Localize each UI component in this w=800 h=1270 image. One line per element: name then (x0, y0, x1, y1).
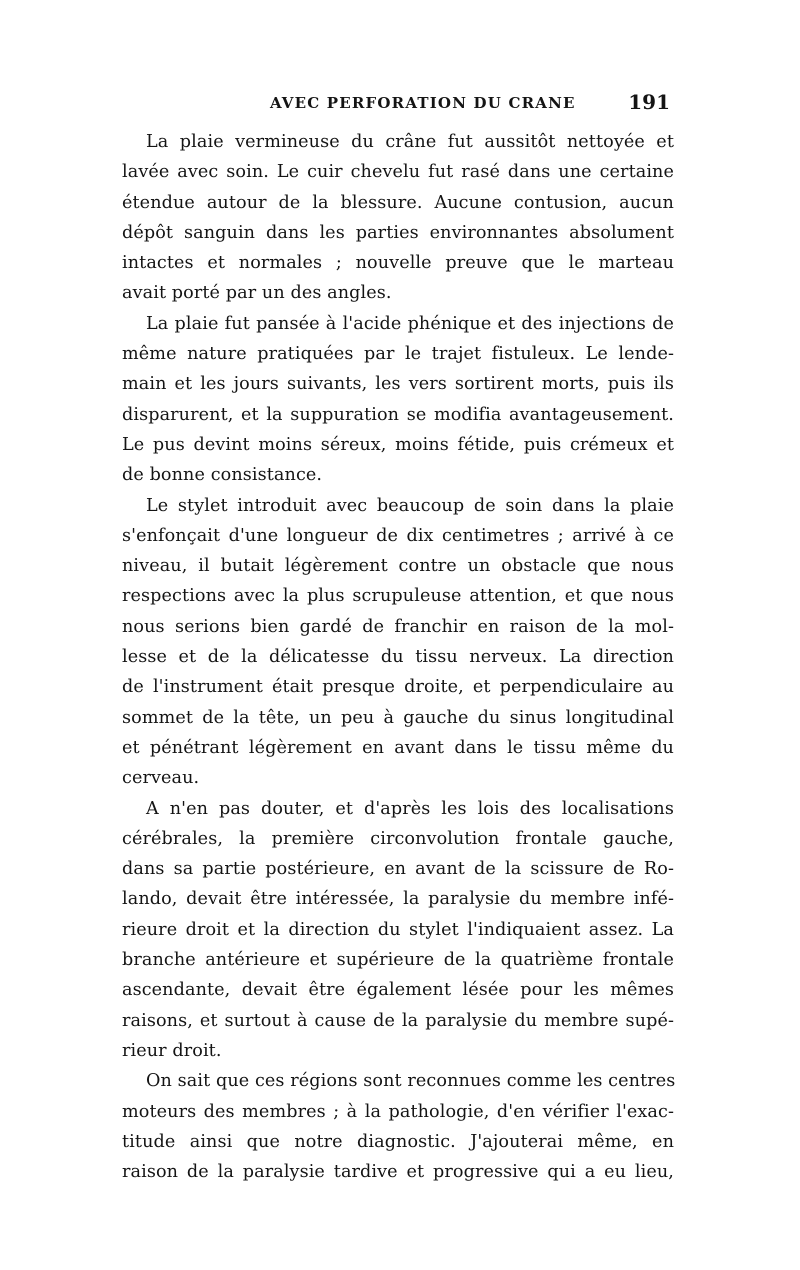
text-line: rieure droit et la direction du stylet l'indiquaient assez. La (122, 919, 674, 940)
text-line: avait porté par un des angles. (122, 283, 392, 304)
running-title: AVEC PERFORATION DU CRANE (270, 94, 576, 112)
page-number: 191 (628, 90, 670, 114)
text-line: A n'en pas douter, et d'après les lois des localisations (146, 798, 674, 819)
text-line: nous serions bien gardé de franchir en raison de la mol- (122, 616, 674, 637)
text-line: raisons, et surtout à cause de la paralysie du membre supé- (122, 1010, 674, 1031)
text-line: lesse et de la délicatesse du tissu nerveux. La direction (122, 647, 674, 668)
text-line: lando, devait être intéressée, la paralysie du membre infé- (122, 889, 674, 910)
text-line: niveau, il butait légèrement contre un obstacle que nous (122, 556, 674, 577)
text-line: Le stylet introduit avec beaucoup de soin dans la plaie (146, 495, 674, 516)
running-head (122, 92, 672, 118)
text-line: main et les jours suivants, les vers sortirent morts, puis ils (122, 374, 674, 395)
text-line: respections avec la plus scrupuleuse attention, et que nous (122, 586, 674, 607)
text-line: de l'instrument était presque droite, et perpendiculaire au (122, 677, 674, 698)
text-line: lavée avec soin. Le cuir chevelu fut rasé dans une certaine (122, 162, 674, 183)
paragraph (122, 127, 674, 309)
text-line: La plaie fut pansée à l'acide phénique et des injections de (146, 313, 674, 334)
paragraph (122, 1066, 674, 1187)
paragraph (122, 794, 674, 1067)
text-line: moteurs des membres ; à la pathologie, d'en vérifier l'exac- (122, 1101, 674, 1122)
text-line: dépôt sanguin dans les parties environnantes absolument (122, 222, 674, 243)
text-line: titude ainsi que notre diagnostic. J'ajouterai même, en (122, 1131, 674, 1152)
text-line: s'enfonçait d'une longueur de dix centimetres ; arrivé à ce (122, 525, 674, 546)
text-line: de bonne consistance. (122, 465, 323, 486)
text-line: Le pus devint moins séreux, moins fétide, puis crémeux et (122, 434, 674, 455)
text-line: On sait que ces régions sont reconnues comme les centres (146, 1071, 676, 1092)
text-line: La plaie vermineuse du crâne fut aussitôt nettoyée et (146, 132, 674, 152)
paragraph (122, 491, 674, 794)
text-line: sommet de la tête, un peu à gauche du sinus longitudinal (122, 707, 674, 728)
text-line: disparurent, et la suppuration se modifia avantageusement. (122, 404, 674, 425)
text-line: étendue autour de la blessure. Aucune contusion, aucun (122, 192, 674, 213)
text-line: même nature pratiquées par le trajet fistuleux. Le lende- (122, 344, 674, 365)
body-text (122, 127, 674, 1187)
text-line: cérébrales, la première circonvolution frontale gauche, (122, 828, 674, 849)
text-line: rieur droit. (122, 1040, 222, 1061)
text-line: dans sa partie postérieure, en avant de la scissure de Ro- (122, 859, 674, 880)
paragraph (122, 309, 674, 491)
text-line: intactes et normales ; nouvelle preuve que le marteau (122, 253, 674, 274)
text-line: et pénétrant légèrement en avant dans le tissu même du (122, 737, 674, 758)
text-line: raison de la paralysie tardive et progressive qui a eu lieu, (122, 1162, 674, 1183)
text-line: ascendante, devait être également lésée pour les mêmes (122, 980, 674, 1001)
text-line: cerveau. (122, 768, 200, 789)
text-line: branche antérieure et supérieure de la quatrième frontale (122, 950, 674, 971)
